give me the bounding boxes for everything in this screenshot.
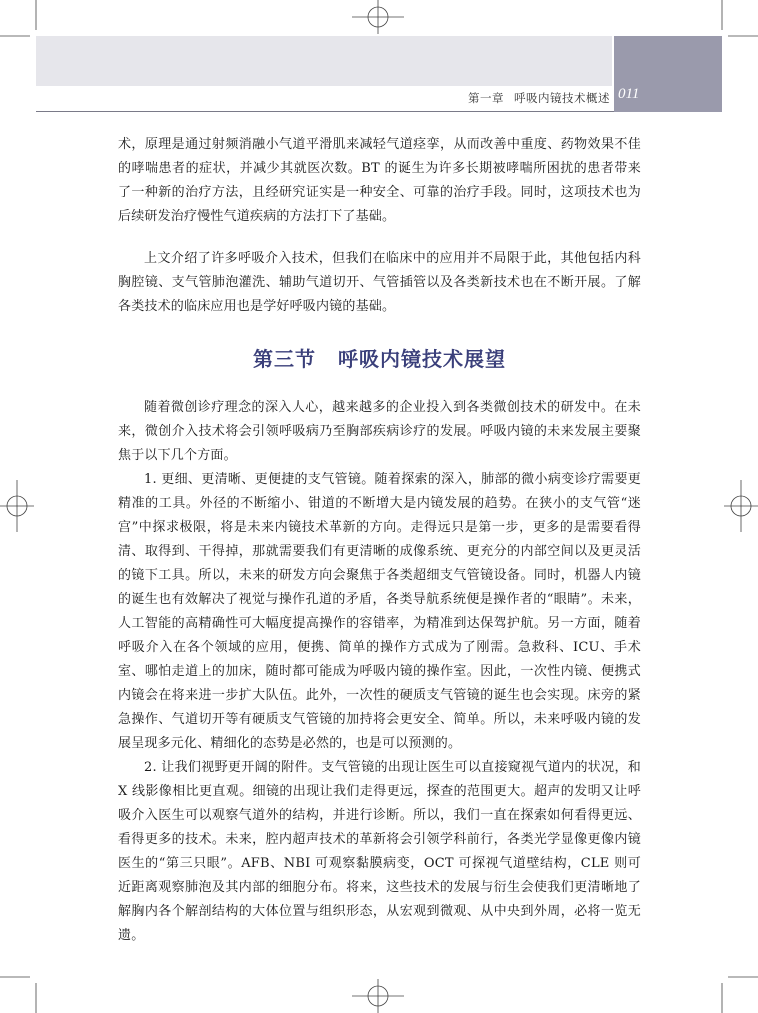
header-rule: [36, 111, 614, 112]
header-band: [36, 36, 612, 86]
section-title: 呼吸内镜技术展望: [338, 347, 506, 371]
page-number: 011: [618, 86, 640, 102]
section-heading: [118, 343, 641, 372]
page-content: [118, 133, 641, 948]
running-header-chapter: 第一章: [468, 91, 504, 105]
section-number: 第三节: [253, 347, 316, 371]
running-header: [440, 90, 610, 106]
body-paragraph: 随着微创诊疗理念的深入人心，越来越多的企业投入到各类微创技术的研发中。在未来，微创介入技术将会引领呼吸病乃至胸部疾病诊疗的发展。呼吸内镜的未来发展主要聚焦于以下几个方面。: [118, 400, 641, 463]
body-paragraph: 1. 更细、更清晰、更便捷的支气管镜。随着探索的深入，肺部的微小病变诊疗需要更精准的工具。外径的不断缩小、钳道的不断增大是内镜发展的趋势。在狭小的支气管“迷宫”中探求极限，将是未来内镜技术革新的方向。走得远只是第一步，更多的是需要看得清、取得到、干得掉，那就需要我们有更清晰的成像系统、更充分的内部空间以及更灵活的镜下工具。所以，未来的研发方向会聚焦于各类超细支气管镜设备。同时，机器人内镜的诞生也有效解决了视觉与操作孔道的矛盾，各类导航系统便是操作者的“眼睛”。未来，人工智能的高精确性可大幅度提高操作的容错率，为精准到达保驾护航。另一方面，随着呼吸介入在各个领域的应用，便携、简单的操作方式成为了刚需。急救科、ICU、手术室、哪怕走道上的加床，随时都可能成为呼吸内镜的操作室。因此，一次性内镜、便携式内镜会在将来进一步扩大队伍。此外，一次性的硬质支气管镜的诞生也会实现。床旁的紧急操作、气道切开等有硬质支气管镜的加持将会更安全、简单。所以，未来呼吸内镜的发展呈现多元化、精细化的态势是必然的，也是可以预测的。: [118, 472, 641, 751]
body-paragraph: 上文介绍了许多呼吸介入技术，但我们在临床中的应用并不局限于此，其他包括内科胸腔镜、支气管肺泡灌洗、辅助气道切开、气管插管以及各类新技术也在不断开展。了解各类技术的临床应用也是学好呼吸内镜的基础。: [118, 251, 641, 314]
running-header-title: 呼吸内镜技术概述: [514, 91, 610, 105]
body-paragraph: 2. 让我们视野更开阔的附件。支气管镜的出现让医生可以直接窥视气道内的状况，和 X 线影像相比更直观。细镜的出现让我们走得更远，探查的范围更大。超声的发明又让呼吸介入医生可以观察气道外的结构，并进行诊断。所以，我们一直在探索如何看得更远、看得更多的技术。未来，腔内超声技术的革新将会引领学科前行，各类光学显像更像内镜医生的“第三只眼”。AFB、NBI 可观察黏膜病变，OCT 可探视气道壁结构，CLE 则可近距离观察肺泡及其内部的细胞分布。将来，这些技术的发展与衍生会使我们更清晰地了解胸内各个解剖结构的大体位置与组织形态，从宏观到微观、从中央到外周，必将一览无遗。: [118, 760, 641, 943]
body-paragraph: 术，原理是通过射频消融小气道平滑肌来减轻气道痉挛，从而改善中重度、药物效果不佳的哮喘患者的症状，并减少其就医次数。BT 的诞生为许多长期被哮喘所困扰的患者带来了一种新的治疗方法，且经研究证实是一种安全、可靠的治疗手段。同时，这项技术也为后续研发治疗慢性气道疾病的方法打下了基础。: [118, 137, 641, 224]
